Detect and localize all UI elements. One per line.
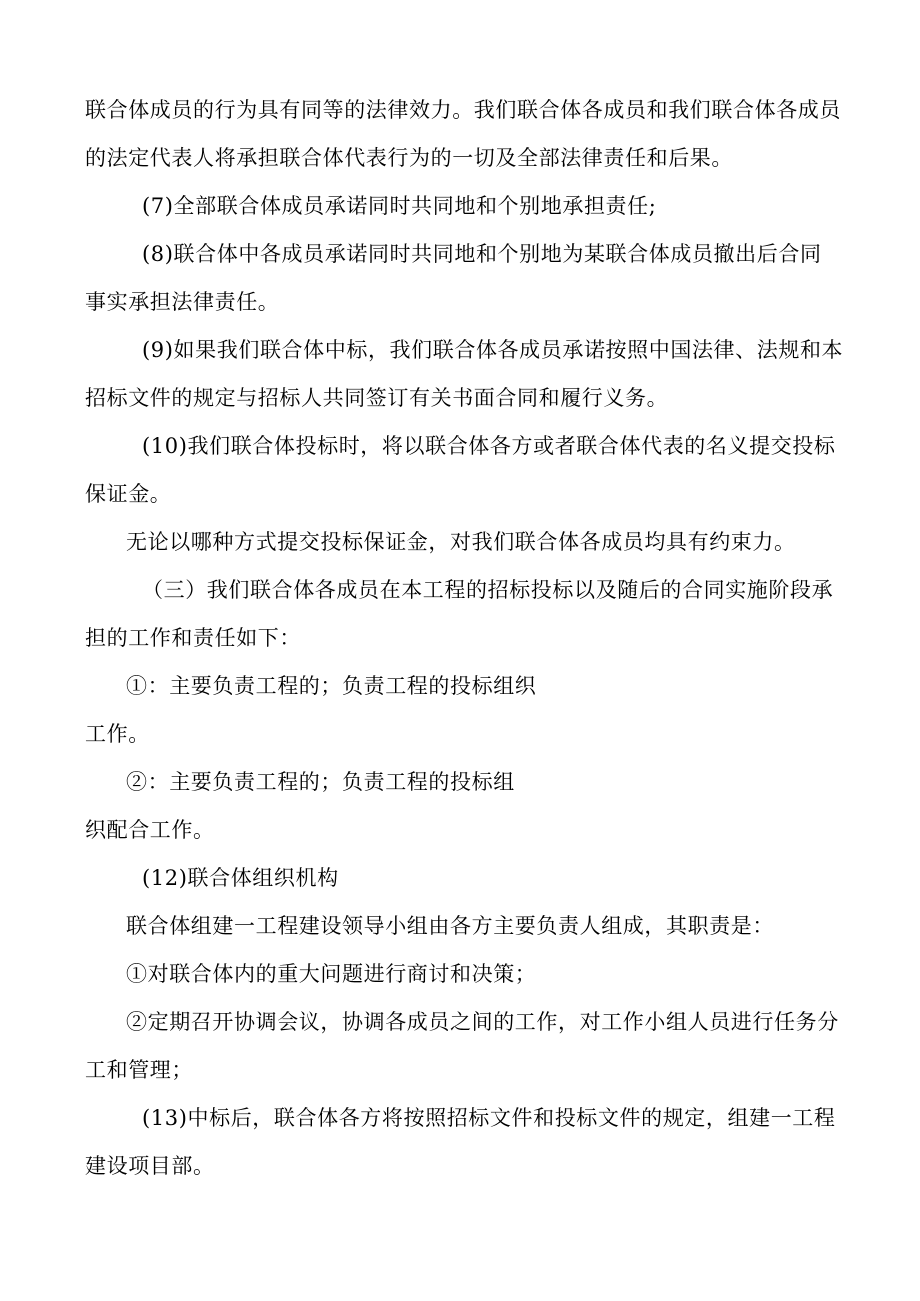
paragraph-line: 联合体成员的行为具有同等的法律效力。我们联合体各成员和我们联合体各成员 xyxy=(85,98,841,122)
paragraph-line: （三）我们联合体各成员在本工程的招标投标以及随后的合同实施阶段承 xyxy=(142,578,834,602)
paragraph-line: 的法定代表人将承担联合体代表行为的一切及全部法律责任和后果。 xyxy=(85,146,733,170)
paragraph-line: ①对联合体内的重大问题进行商讨和决策； xyxy=(126,962,537,986)
section-heading: (12)联合体组织机构 xyxy=(142,866,339,890)
paragraph-line: ②定期召开协调会议，协调各成员之间的工作，对工作小组人员进行任务分 xyxy=(126,1010,839,1034)
paragraph-line: 联合体组建一工程建设领导小组由各方主要负责人组成，其职责是： xyxy=(126,914,774,938)
paragraph-line: 建设项目部。 xyxy=(85,1154,215,1178)
paragraph-line: 织配合工作。 xyxy=(85,818,215,842)
paragraph-line: 工作。 xyxy=(85,722,150,746)
paragraph-line: 担的工作和责任如下： xyxy=(85,626,301,650)
paragraph-line: (9)如果我们联合体中标，我们联合体各成员承诺按照中国法律、法规和本 xyxy=(142,338,844,362)
paragraph-line: (8)联合体中各成员承诺同时共同地和个别地为某联合体成员撤出后合同 xyxy=(142,242,822,266)
paragraph-line: 招标文件的规定与招标人共同签订有关书面合同和履行义务。 xyxy=(85,386,669,410)
paragraph-line: 工和管理； xyxy=(85,1058,193,1082)
paragraph-line: (10)我们联合体投标时，将以联合体各方或者联合体代表的名义提交投标 xyxy=(142,434,836,458)
paragraph-line: (13)中标后，联合体各方将按照招标文件和投标文件的规定，组建一工程 xyxy=(142,1106,836,1130)
paragraph-line: ②：主要负责工程的；负责工程的投标组 xyxy=(126,770,515,794)
paragraph-line: 保证金。 xyxy=(85,482,172,506)
paragraph-line: 事实承担法律责任。 xyxy=(85,290,280,314)
paragraph-line: (7)全部联合体成员承诺同时共同地和个别地承担责任; xyxy=(142,194,657,218)
paragraph-line: ①：主要负责工程的；负责工程的投标组织 xyxy=(126,674,537,698)
paragraph-line: 无论以哪种方式提交投标保证金，对我们联合体各成员均具有约束力。 xyxy=(126,530,796,554)
